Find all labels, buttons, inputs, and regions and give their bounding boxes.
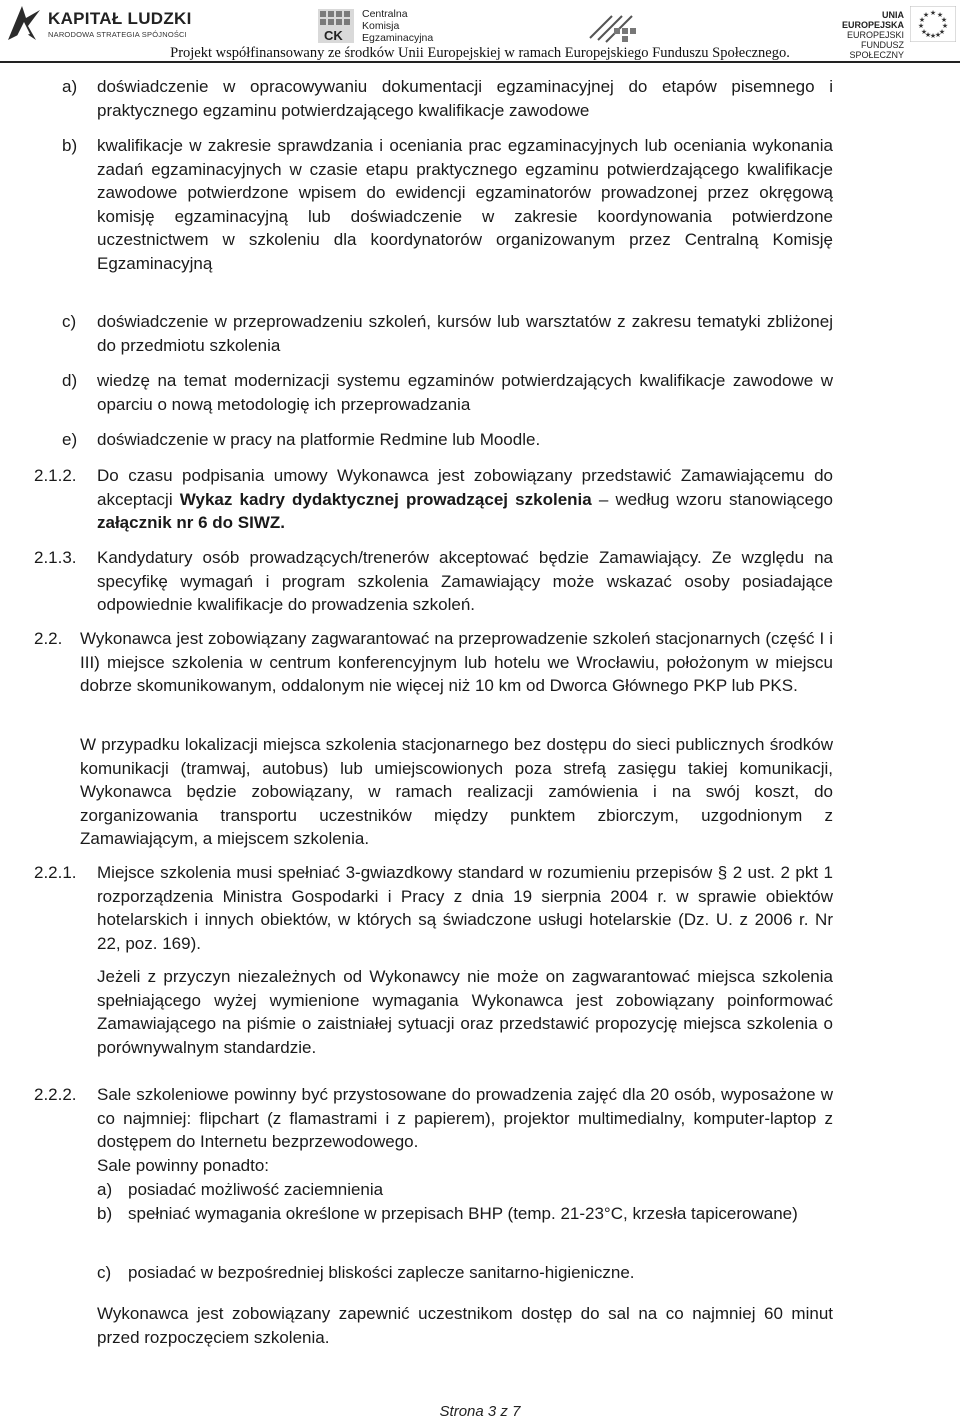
eu-line-3: FUNDUSZ SPOŁECZNY (849, 40, 904, 60)
svg-text:★: ★ (929, 32, 937, 40)
section-2-2-1-number: 2.2.1. (34, 863, 77, 882)
eu-logo (820, 6, 958, 60)
section-2-2-2-final-text: Wykonawca jest zobowiązany zapewnić uczestnikom dostęp do sal na co najmniej 60 minut przed rozpoczęciem szkolenia. (97, 1304, 833, 1347)
svg-text:★: ★ (940, 16, 948, 24)
item-b-text: kwalifikacje w zakresie sprawdzania i oceniania prac egzaminacyjnych lub oceniania wykonania zadań egzaminacyjnych w czasie etapu praktycznego egzaminu potwierdzającego kwalifikacje zawodowe potwierdzone wpisem do ewidencji egzaminatorów prowadzonej przez okręgową komisję egzaminacyjną lub doświadczenie w zakresie koordynowania potwierdzone uczestnictwem w szkoleniu dla koordynatorów organizowanym przez Centralną Komisję Egzaminacyjną (97, 136, 833, 273)
svg-text:★: ★ (920, 28, 928, 36)
section-2-1-2-number: 2.1.2. (34, 466, 77, 485)
svg-text:★: ★ (929, 9, 937, 17)
cke-line-1: Centralna (362, 8, 408, 20)
kapital-ludzki-star-icon (6, 4, 42, 42)
item-d-text: wiedzę na temat modernizacji systemu egzaminów potwierdzających kwalifikacje zawodowe w oparciu o nową metodologię ich przeprowadzania (97, 371, 833, 414)
svg-text:★: ★ (918, 16, 926, 24)
item-b-label: b) (62, 136, 78, 155)
svg-text:★: ★ (938, 28, 946, 36)
eu-line-1: UNIA EUROPEJSKA (841, 10, 904, 30)
section-2-1-2-text (97, 464, 833, 535)
section-2-2-transport-text: W przypadku lokalizacji miejsca szkolenia stacjonarnego bez dostępu do sieci publicznych środków komunikacji (tramwaj, autobus) lub umiejscowionych poza strefą zasięgu takiej komunikacji, Wykonawca będzie zobowiązany, w ramach realizacji zamówienia i na swój koszt, do zorganizowania transportu uczestników między punktem zbiorczym, uzgodnionym z Zamawiającym, a miejscem szkolenia. (80, 735, 833, 848)
room-item-b-label: b) (97, 1204, 113, 1223)
cke-line-3: Egzaminacyjna (362, 32, 434, 44)
svg-text:★: ★ (936, 11, 944, 19)
svg-text:★: ★ (917, 22, 925, 30)
s212-staff-list-name: Wykaz kadry dydaktycznej prowadzącej szkolenia (179, 489, 592, 509)
page-number: Strona 3 z 7 (439, 1403, 521, 1420)
kapital-ludzki-logo (6, 4, 206, 44)
item-c-label: c) (62, 312, 77, 331)
section-2-2-2-text: Sale szkoleniowe powinny być przystosowane do prowadzenia zajęć dla 20 osób, wyposażone w co najmniej: flipchart (z flamastrami i z papierem), projektor multimedialny, komputer-laptop z dostępem do Internetu bezprzewodowego. (97, 1085, 833, 1151)
s212-attachment-ref: załącznik nr 6 do SIWZ. (97, 513, 285, 532)
svg-text:★: ★ (941, 22, 949, 30)
cke-name (362, 8, 433, 44)
project-cofinancing-line: Projekt współfinansowany ze środków Unii Europejskiej w ramach Europejskiego Funduszu Społecznego. (170, 45, 790, 61)
cke-grid-icon (318, 9, 354, 43)
room-item-a-label: a) (97, 1180, 113, 1199)
cke-logo (318, 6, 448, 46)
cke-line-2: Komisja (362, 20, 400, 32)
svg-text:★: ★ (922, 11, 930, 19)
item-e-text: doświadczenie w pracy na platformie Redmine lub Moodle. (97, 430, 541, 449)
partner-emblem-icon (582, 8, 654, 44)
room-item-b-text: spełniać wymagania określone w przepisach BHP (temp. 21-23°C, krzesła tapicerowane) (128, 1204, 798, 1223)
section-2-2-text: Wykonawca jest zobowiązany zagwarantować na przeprowadzenie szkoleń stacjonarnych (część I i III) miejsce szkolenia w centrum konferencyjnym lub hotelu we Wrocławiu, położonym w miejscu dobrze skomunikowanym, oddalonym nie więcej niż 10 km od Dworca Głównego PKP lub PKS. (80, 629, 833, 695)
svg-text:CK: CK (324, 28, 343, 43)
item-a-text: doświadczenie w opracowywaniu dokumentacji egzaminacyjnej do etapów pisemnego i praktycznego egzaminu potwierdzającego kwalifikacje zawodowe (97, 77, 833, 120)
eu-line-2: EUROPEJSKI (846, 30, 904, 40)
item-d-label: d) (62, 371, 78, 390)
item-a-label: a) (62, 77, 78, 96)
kl-subtitle: NARODOWA STRATEGIA SPÓJNOŚCI (48, 30, 187, 39)
item-c-text: doświadczenie w przeprowadzeniu szkoleń, kursów lub warsztatów z zakresu tematyki zbliżonej do przedmiotu szkolenia (97, 312, 833, 355)
section-2-1-3-number: 2.1.3. (34, 548, 77, 567)
page-header (0, 0, 960, 60)
section-2-2-number: 2.2. (34, 629, 63, 648)
s212-text-part-1: Do czasu podpisania umowy Wykonawca jest zobowiązany przedstawić Zamawiającemu do akceptacji (97, 466, 833, 509)
partner-logo (582, 8, 654, 44)
section-2-1-3-text: Kandydatury osób prowadzących/trenerów akceptować będzie Zamawiający. Ze względu na specyfikę wymagań i program szkolenia Zamawiający może wskazać osoby posiadające odpowiednie kwalifikacje do prowadzenia szkoleń. (97, 548, 833, 614)
item-e-label: e) (62, 430, 78, 449)
section-2-2-2-number: 2.2.2. (34, 1085, 77, 1104)
section-2-2-1-text: Miejsce szkolenia musi spełniać 3-gwiazdkowy standard w rozumieniu przepisów § 2 ust. 2 pkt 1 rozporządzenia Ministra Gospodarki i Pracy z dnia 19 sierpnia 2004 r. w sprawie obiektów hotelarskich i innych obiektów, w których są świadczone usługi hotelarskie (Dz. U. z 2006 r. Nr 22, poz. 169). (97, 863, 833, 953)
room-item-c-label: c) (97, 1263, 112, 1282)
header-divider (0, 61, 960, 63)
svg-text:★: ★ (934, 31, 942, 39)
kl-title: KAPITAŁ LUDZKI (48, 9, 192, 28)
room-item-c-text: posiadać w bezpośredniej bliskości zaplecze sanitarno-higieniczne. (128, 1263, 635, 1282)
section-2-2-2-more: Sale powinny ponadto: (97, 1156, 270, 1175)
svg-text:★: ★ (924, 31, 932, 39)
room-item-a-text: posiadać możliwość zaciemnienia (128, 1180, 384, 1199)
s212-text-part-3: – według wzoru stanowiącego (591, 489, 833, 509)
eu-flag-icon (910, 6, 956, 42)
section-2-2-1-alternative-text: Jeżeli z przyczyn niezależnych od Wykonawcy nie może on zagwarantować miejsca szkolenia spełniającego wyżej wymienione wymagania Wykonawca jest zobowiązany poinformować Zamawiającego na piśmie o zaistniałej sytuacji oraz przedstawić propozycję miejsca szkolenia o porównywalnym standardzie. (97, 967, 833, 1057)
